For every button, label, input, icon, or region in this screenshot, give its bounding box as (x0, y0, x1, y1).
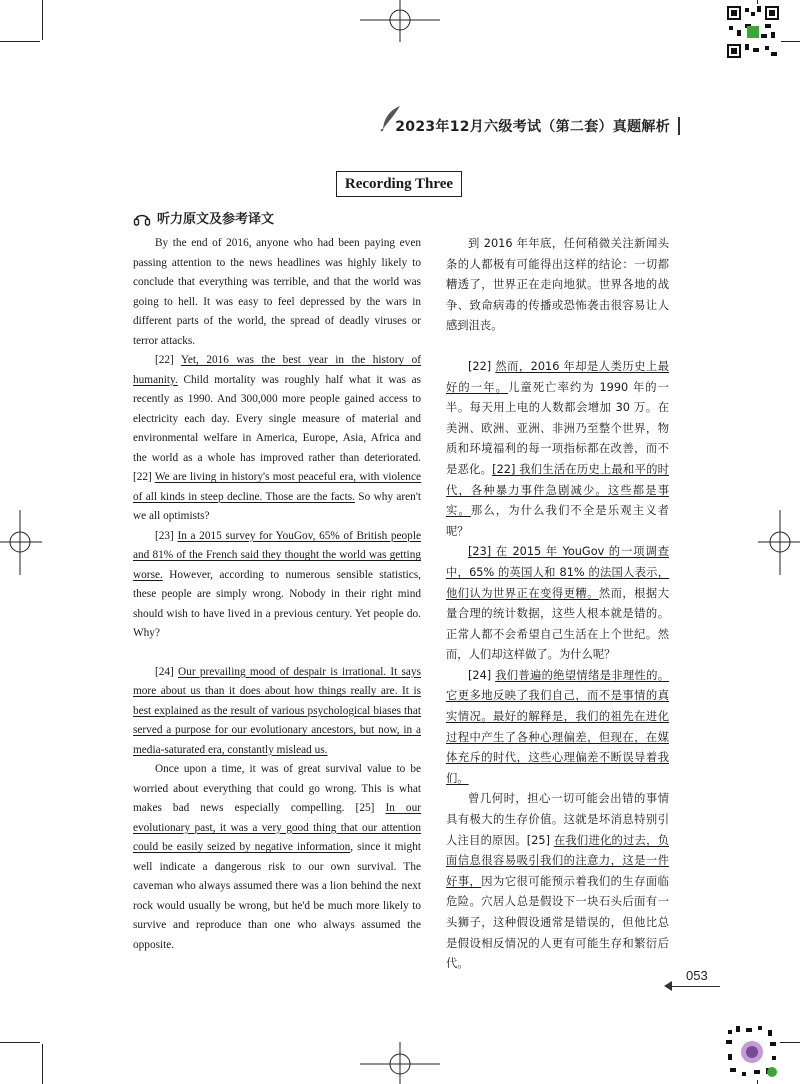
headphones-icon (133, 210, 151, 226)
paragraph-text: However, according to numerous sensible statistics, these people are simply wrong. Nobody in their right mind should wish to have lived in a previous century. Yet people do. Why? (133, 568, 421, 639)
underlined-answer: Yet, 2016 was the best year in the history of humanity. (133, 354, 421, 386)
english-column (133, 234, 421, 955)
underlined-answer: [22] 我们生活在历史上最和平的时代，各种暴力事件急剧减少。这些都是事实。 (446, 462, 669, 518)
english-paragraph-2 (133, 351, 421, 527)
question-tag: [24] (468, 668, 496, 682)
section-label: Recording Three (336, 171, 462, 197)
question-tag: [22] (468, 359, 496, 373)
header-divider (678, 117, 680, 135)
english-paragraph-3 (133, 527, 421, 644)
underlined-answer: 在我们进化的过去，负面信息很容易吸引我们的注意力，这是一件好事， (446, 833, 669, 888)
question-tag: [23] (155, 529, 178, 542)
underlined-answer: 我们普遍的绝望情绪是非理性的。它更多地反映了我们自己，而不是事情的真实情况。最好的解释是，我们的祖先在进化过程中产生了各种心理偏差，但现在，在媒体充斥的时代，这些心理偏差不断误导着我们。 (446, 668, 669, 785)
chinese-paragraph-1: 到 2016 年年底，任何稍微关注新闻头条的人都极有可能得出这样的结论：一切都糟透了，世界正在走向地狱。世界各地的战争、致命病毒的传播或恐怖袭击很容易让人感到沮丧。 (446, 237, 669, 333)
underlined-answer: [23] 在 2015 年 YouGov 的一项调查中，65% 的英国人和 81% 的法国人表示，他们认为世界正在变得更糟。 (446, 545, 669, 600)
qr-code-icon (725, 4, 781, 60)
paragraph-text: So why aren't we all optimists? (133, 490, 421, 522)
paragraph-text: 儿童死亡率约为 1990 年的一半。每天用上电的人数都会增加 30 万。在美洲、欧洲、亚洲、非洲乃至整个世界，物质和环境福利的每一项指标都在改善，而不是恶化。 (446, 380, 669, 476)
chinese-column (446, 234, 669, 975)
english-paragraph-5 (133, 760, 421, 955)
chinese-paragraph-3 (446, 542, 669, 666)
sub-heading-text: 听力原文及参考译文 (157, 212, 275, 227)
qr-code-icon (724, 1024, 780, 1080)
english-paragraph-4 (133, 663, 421, 761)
underlined-answer: In a 2015 survey for YouGov, 65% of British people and 81% of the French said they thought the world was getting worse. (133, 529, 421, 581)
paragraph-text: 然而，根据大量合理的统计数据，这些人根本就是错的。正常人都不会希望自己生活在上个世纪。然而，人们却这样做了。为什么呢？ (446, 586, 669, 662)
underlined-answer: Our prevailing mood of despair is irrational. It says more about us than it does about how things really are. It is best explained as the result of various psychological biases that served a purpose for our evolutionary ancestors, but now, in a media-saturated era, constantly mislead us. (133, 665, 421, 756)
paragraph-text: 那么，为什么我们不全是乐观主义者呢？ (446, 504, 669, 538)
chinese-paragraph-2 (446, 357, 669, 542)
underlined-answer: 然而，2016 年却是人类历史上最好的一年。 (446, 359, 670, 394)
sub-heading (133, 208, 274, 227)
page-number: 053 (686, 968, 708, 983)
page-rule (668, 986, 720, 987)
paragraph-text: Child mortality was roughly half what it was as recently as 1990. And 300,000 more people gained access to electricity each day. Every single measure of material and environmental welfare in America, Europe, Asia, Africa and the world as a whole has improved rather than deteriorated. [22] (133, 373, 421, 483)
question-tag: [24] (155, 665, 179, 678)
chinese-paragraph-4 (446, 666, 669, 790)
english-paragraph-1: By the end of 2016, anyone who had been paying even passing attention to the news headlines was highly likely to conclude that everything was terrible, and that the world was going to hell. It was easy to feel depressed by the wars in different parts of the world, the spread of deadly viruses or terror attacks. (133, 237, 421, 347)
paragraph-text: Once upon a time, it was of great survival value to be worried about everything that could go wrong. This is what makes bad news especially compelling. [25] (133, 763, 421, 814)
underlined-answer: We are living in history's most peaceful era, with violence of all kinds in steep decline. Those are the facts. (133, 471, 421, 503)
underlined-answer: In our evolutionary past, it was a very good thing that our attention could be easily seized by negative information (133, 802, 421, 853)
paragraph-text: 因为它很可能预示着我们的生存面临危险。穴居人总是假设下一块石头后面有一头狮子，这种假设通常是错误的，但他比总是假设相反情况的人更有可能生存和繁衍后代。 (446, 874, 669, 971)
question-tag: [22] (155, 354, 181, 366)
chinese-paragraph-5 (446, 789, 669, 974)
header-title: 2023年12月六级考试（第二套）真题解析 (395, 119, 670, 135)
page-header (380, 106, 680, 146)
paragraph-text: 曾几何时，担心一切可能会出错的事情具有极大的生存价值。这就是坏消息特别引人注目的原因。[25] (446, 792, 669, 847)
paragraph-text: , since it might well indicate a dangerous risk to our own survival. The caveman who always assumed there was a lion behind the next rock would usually be wrong, but he'd be much more likely to survive and reproduce than one who always assumed the opposite. (133, 841, 421, 951)
